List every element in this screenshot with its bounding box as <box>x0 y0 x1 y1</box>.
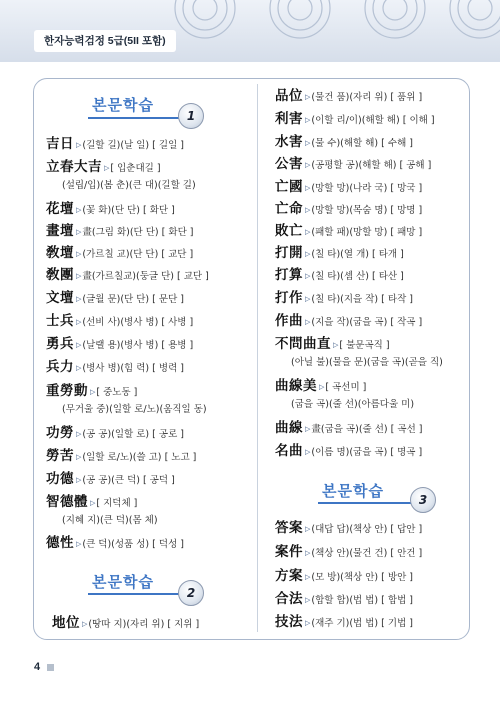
vocab-entry: 勞苦 ▷(일할 로/노)(쓸 고) [ 노고 ] <box>46 448 197 464</box>
vocab-entry: 智德體 ▷[ 지덕체 ] <box>46 494 138 510</box>
vocab-entry: 士兵 ▷(선비 사)(병사 병) [ 사병 ] <box>46 313 194 329</box>
page-number: 4 <box>34 661 41 673</box>
vocab-entry: 作曲 ▷(지을 작)(굽을 곡) [ 작곡 ] <box>275 313 423 329</box>
vocab-entry: 文壇 ▷(글월 문)(단 단) [ 문단 ] <box>46 290 184 306</box>
section-title-2: 본문학습 <box>92 573 154 591</box>
vocab-entry: 立春大吉 ▷[ 입춘대길 ] <box>46 159 161 175</box>
vocab-entry: 地位 ▷(땅따 지)(자리 위) [ 지위 ] <box>52 615 200 631</box>
vocab-entry: 曲線 ▷畫(굽을 곡)(줄 선) [ 곡선 ] <box>275 420 423 436</box>
book-title: 한자능력검정 5급(5II 포함) <box>34 30 176 52</box>
vocab-entry: 案件 ▷(책상 안)(물건 건) [ 안건 ] <box>275 544 423 560</box>
vocab-entry: 吉日 ▷(길할 길)(날 일) [ 길일 ] <box>46 136 184 152</box>
vocab-entry: 敎壇 ▷(가르칠 교)(단 단) [ 교단 ] <box>46 245 194 261</box>
vocab-entry: 勇兵 ▷(날랠 용)(병사 병) [ 용병 ] <box>46 336 194 352</box>
vocab-entry: 曲線美 ▷[ 곡선미 ] <box>275 378 367 394</box>
vocab-entry: 打算 ▷(칠 타)(셈 산) [ 타산 ] <box>275 267 404 283</box>
vocab-entry: 名曲 ▷(이름 명)(굽을 곡) [ 명곡 ] <box>275 443 423 459</box>
vocab-entry: 方案 ▷(모 방)(책상 안) [ 방안 ] <box>275 568 413 584</box>
section-title-3: 본문학습 <box>322 482 384 500</box>
vocab-entry: 利害 ▷(이할 리/이)(해할 해) [ 이해 ] <box>275 111 435 127</box>
vocab-subgloss: (설립/입)(봄 춘)(큰 대)(길할 길) <box>62 180 196 191</box>
vocab-entry: 合法 ▷(합할 합)(법 법) [ 합법 ] <box>275 591 413 607</box>
column-divider <box>257 84 258 632</box>
vocab-entry: 重勞動 ▷[ 중노동 ] <box>46 383 138 399</box>
vocab-subgloss: (무거울 중)(일할 로/노)(움직일 동) <box>62 404 207 415</box>
section-number-3: 3 <box>410 487 436 513</box>
vocab-entry: 打作 ▷(칠 타)(지을 작) [ 타작 ] <box>275 290 413 306</box>
section-number-2: 2 <box>178 580 204 606</box>
vocab-subgloss: (아닐 불)(물을 문)(굽을 곡)(곧을 직) <box>291 357 443 368</box>
page-marker <box>47 664 54 671</box>
vocab-entry: 答案 ▷(대답 답)(책상 안) [ 답안 ] <box>275 520 423 536</box>
header-band <box>0 0 500 62</box>
vocab-subgloss: (굽을 곡)(줄 선)(아름다울 미) <box>291 399 415 410</box>
vocab-entry: 不問曲直 ▷[ 불문곡직 ] <box>275 336 390 352</box>
vocab-entry: 兵力 ▷(병사 병)(힘 력) [ 병력 ] <box>46 359 184 375</box>
vocab-entry: 功勞 ▷(공 공)(일할 로) [ 공로 ] <box>46 425 184 441</box>
vocab-entry: 品位 ▷(물건 품)(자리 위) [ 품위 ] <box>275 88 423 104</box>
vocab-entry: 敗亡 ▷(패할 패)(망할 망) [ 패망 ] <box>275 223 423 239</box>
vocab-entry: 敎團 ▷畫(가르칠교)(둥글 단) [ 교단 ] <box>46 267 209 283</box>
vocab-entry: 功德 ▷(공 공)(큰 덕) [ 공덕 ] <box>46 471 175 487</box>
vocab-entry: 亡國 ▷(망할 망)(나라 국) [ 망국 ] <box>275 179 423 195</box>
section-title-1: 본문학습 <box>92 96 154 114</box>
section-number-1: 1 <box>178 103 204 129</box>
vocab-entry: 亡命 ▷(망할 망)(목숨 명) [ 망명 ] <box>275 201 423 217</box>
vocab-subgloss: (지혜 지)(큰 덕)(몸 체) <box>62 515 158 526</box>
section-underline-1 <box>88 117 192 119</box>
section-underline-2 <box>88 593 192 595</box>
vocab-entry: 德性 ▷(큰 덕)(성품 성) [ 덕성 ] <box>46 535 184 551</box>
vocab-entry: 畫壇 ▷畫(그림 화)(단 단) [ 화단 ] <box>46 223 194 239</box>
vocab-entry: 打開 ▷(칠 타)(열 개) [ 타개 ] <box>275 245 404 261</box>
vocab-entry: 花壇 ▷(꽃 화)(단 단) [ 화단 ] <box>46 201 175 217</box>
section-underline-3 <box>318 502 424 504</box>
vocab-entry: 技法 ▷(재주 기)(법 법) [ 기법 ] <box>275 614 413 630</box>
vocab-entry: 水害 ▷(물 수)(해할 해) [ 수해 ] <box>275 134 413 150</box>
vocab-entry: 公害 ▷(공평할 공)(해할 해) [ 공해 ] <box>275 156 432 172</box>
